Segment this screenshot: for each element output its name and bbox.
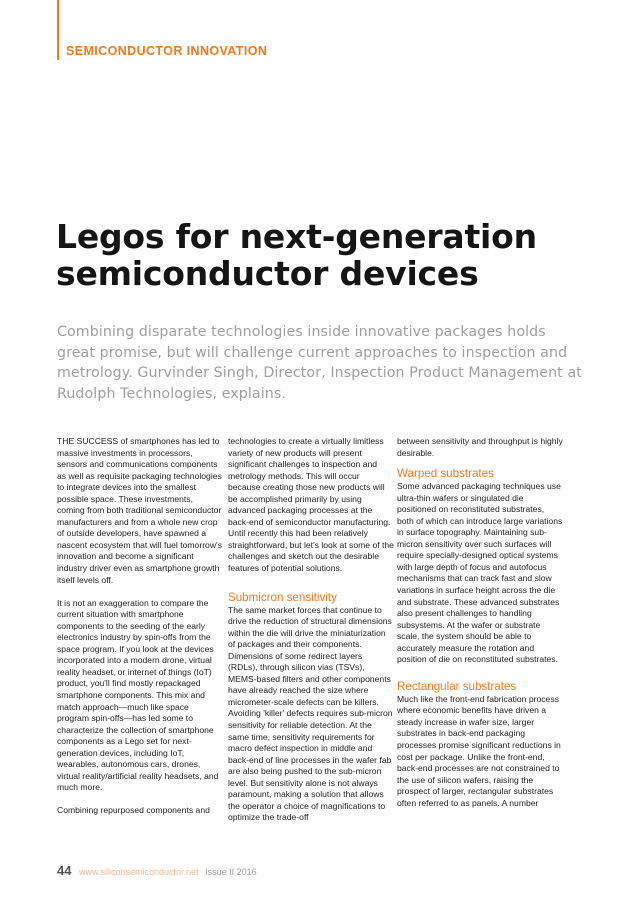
paragraph: The same market forces that continue to drive the reduction of structural dimensions within the die will drive the miniaturization of packages and their components. Dimensions of some redirect layers (RDLs), through silicon vias (TSVs), MEMS-based filters and other components have already reached the size where micrometer-scale defects can be killers. Avoiding 'killer' defects requires sub-micron sensitivity for reliable detection. At the same time, sensitivity requirements for macro defect inspection in middle and back-end of line processes in the wafer fab are also being pushed to the sub-micron level. But sensitivity alone is not always paramount, making a solution that allows the operator a choice of magnifications to optimize the trade-off xyxy=(228,604,393,823)
body-column-2 xyxy=(228,436,394,824)
paragraph: Much like the front-end fabrication process where economic benefits have driven a steady increase in wafer size, larger substrates in back-end packaging processes promise significant reductions in cost per package. Unlike the front-end, back-end processes are not constrained to the use of silicon wafers, raising the prospect of larger, rectangular substrates often referred to as panels. A number xyxy=(397,693,561,808)
article-standfirst: Combining disparate technologies inside innovative packages holds great promise, but will challenge current approaches to inspection and metrology. Gurvinder Singh, Director, Inspection Product Management at Rudolph Technologies, explains. xyxy=(57,324,582,402)
body-column-3 xyxy=(397,436,563,809)
subheading-warped-substrates: Warped substrates xyxy=(397,467,494,481)
paragraph: THE SUCCESS of smartphones has led to massive investments in processors, sensors and communications components as well as requisite packaging technologies to integrate devices into the smallest possible space. These investments, coming from both traditional semiconductor manufacturers and from a whole new crop of outside developers, have spawned a nascent ecosystem that will fuel tomorrow's innovation and become a significant industry driver even as smartphone growth itself levels off. xyxy=(57,436,222,585)
paragraph: It is not an exaggeration to compare the current situation with smartphone components to the seeding of the early electronics industry by spin-offs from the space program. If you look at the devices incorporated into a modern drone, virtual reality headset, or internet of things (IoT) product, you'll find mostly repackaged smartphone components. This mix and match approach—much like space program spin-offs—has led some to characterize the collection of smartphone components as a Lego set for next-generation devices, including IoT, wearables, autonomous cars, drones, virtual reality/artificial reality headsets, and much more. xyxy=(57,597,219,793)
article-title xyxy=(56,218,596,292)
paragraph: Combining repurposed components and xyxy=(57,805,210,816)
page-footer xyxy=(57,863,257,878)
subheading-submicron-sensitivity: Submicron sensitivity xyxy=(228,590,337,604)
issue-label: Issue II 2016 xyxy=(205,867,257,877)
article-title-line-2: semiconductor devices xyxy=(56,254,479,293)
article-title-line-1: Legos for next-generation xyxy=(56,217,537,256)
section-label: SEMICONDUCTOR INNOVATION xyxy=(66,44,268,58)
website-link[interactable]: www.siliconsemiconductor.net xyxy=(78,867,199,877)
paragraph: Some advanced packaging techniques use ultra-thin wafers or singulated die positioned on reconstituted substrates, both of which can introduce large variations in surface topography. Maintaining sub-micron sensitivity over such surfaces will require specially-designed optical systems with large depth of focus and autofocus mechanisms that can track fast and slow variations in surface height across the die and substrate. These advanced substrates also present challenges to handling subsystems. At the wafer or substrate scale, the system should be able to accurately measure the rotation and position of die on reconstituted substrates. xyxy=(397,481,563,665)
subheading-rectangular-substrates: Rectangular substrates xyxy=(397,679,517,693)
paragraph: technologies to create a virtually limitless variety of new products will present significant challenges to inspection and metrology methods. This will occur because creating those new products will be accomplished primarily by using advanced packaging processes at the back-end of semiconductor manufacturing. Until recently this had been relatively straightforward, but let's look at some of the challenges and sketch out the desirable features of potential solutions. xyxy=(228,436,394,574)
body-column-1 xyxy=(57,436,223,817)
page-number: 44 xyxy=(57,863,72,878)
paragraph: between sensitivity and throughput is highly desirable. xyxy=(397,436,563,458)
section-marker-bar xyxy=(57,0,59,60)
